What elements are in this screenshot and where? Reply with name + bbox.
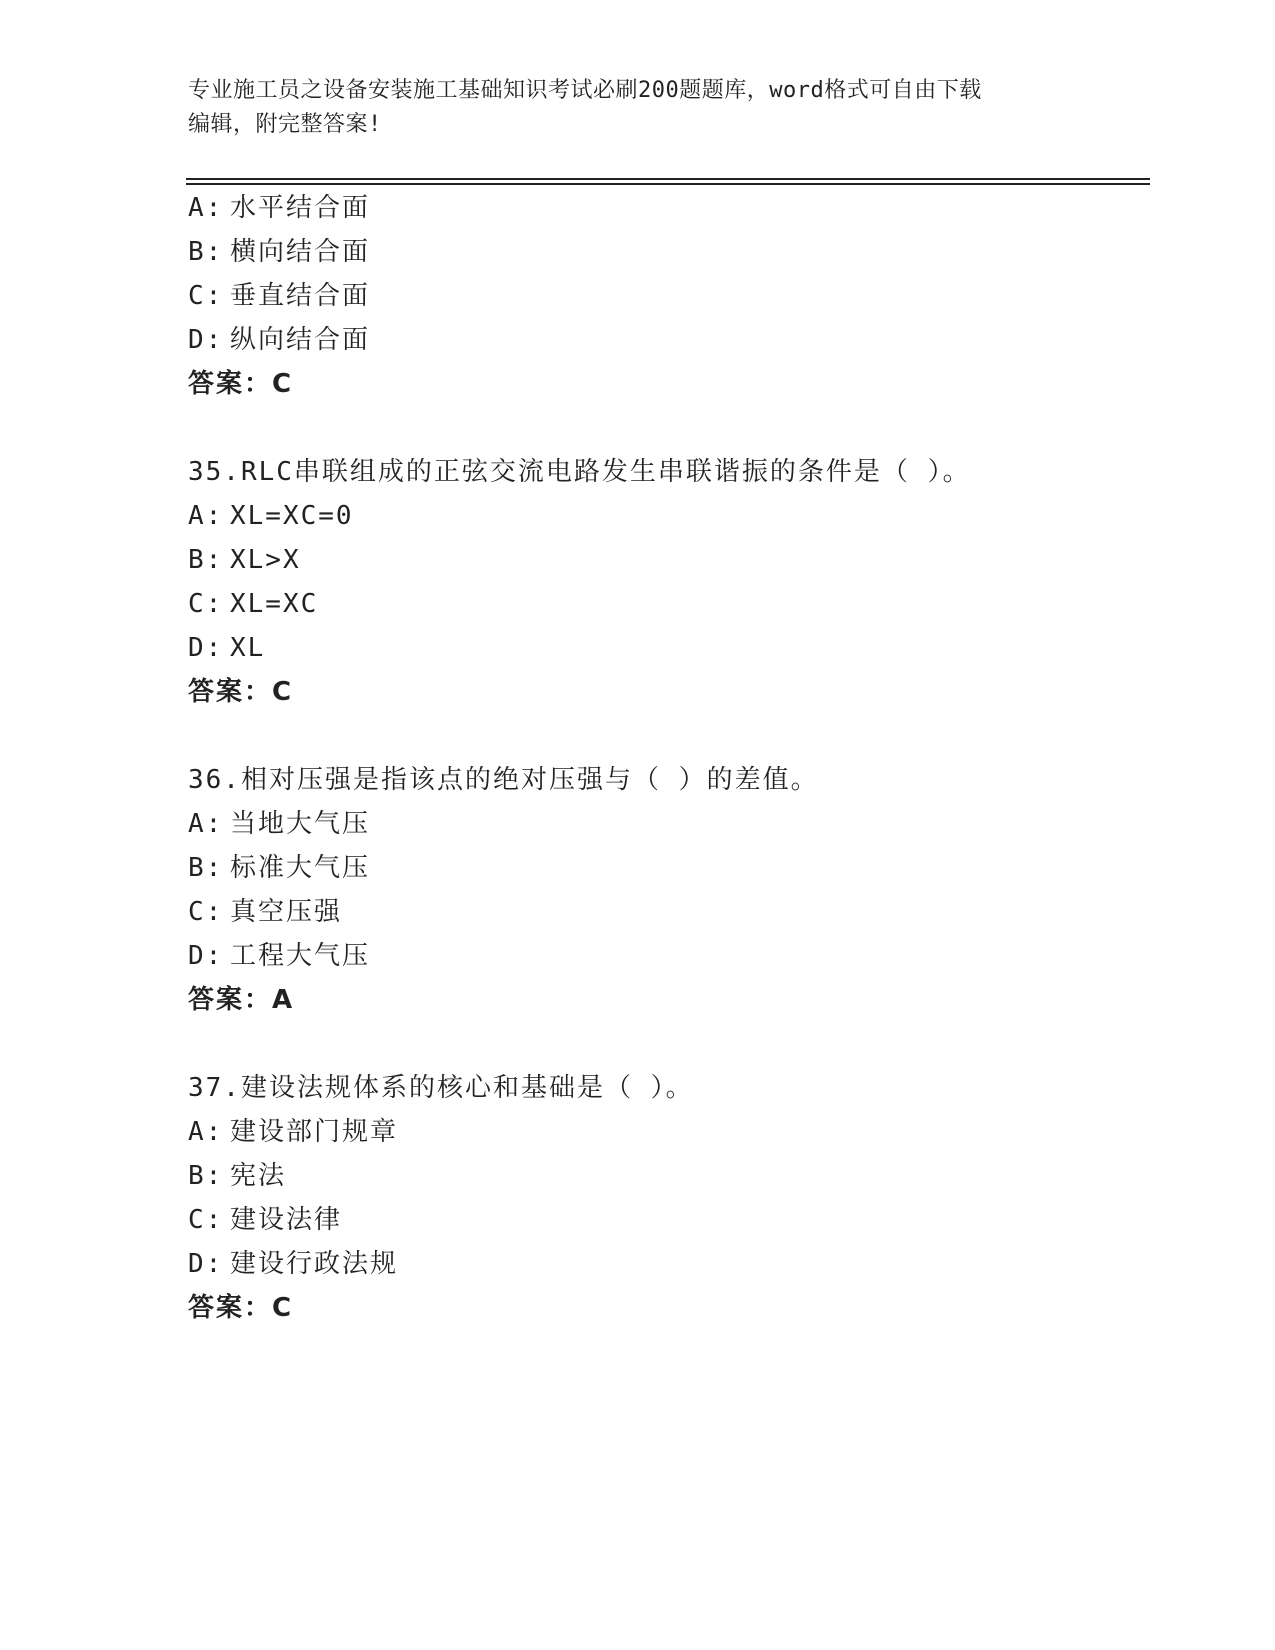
q37-option-d	[188, 1248, 398, 1280]
option-letter: A:	[188, 193, 224, 223]
q36-option-a	[188, 808, 370, 840]
q36-option-b	[188, 852, 370, 884]
header-divider-bottom	[186, 183, 1150, 185]
option-text: 纵向结合面	[230, 325, 371, 355]
option-letter: B:	[188, 853, 224, 883]
q35-question: 35.RLC串联组成的正弦交流电路发生串联谐振的条件是（ ）。	[188, 457, 971, 487]
option-text: 建设部门规章	[230, 1117, 399, 1147]
q36-option-d	[188, 940, 370, 972]
q35-option-b	[188, 544, 301, 576]
option-text: XL=XC=0	[230, 501, 354, 531]
option-letter: B:	[188, 545, 224, 575]
option-letter: B:	[188, 1161, 224, 1191]
option-letter: D:	[188, 941, 224, 971]
q35-option-a	[188, 500, 354, 532]
option-text: XL=XC	[230, 589, 319, 619]
option-letter: D:	[188, 633, 224, 663]
option-letter: A:	[188, 501, 224, 531]
option-text: 宪法	[230, 1161, 287, 1191]
document-header	[188, 74, 1088, 142]
option-text: XL	[230, 633, 266, 663]
option-text: 标准大气压	[230, 853, 371, 883]
option-text: 当地大气压	[230, 809, 371, 839]
option-letter: A:	[188, 809, 224, 839]
option-text: 建设行政法规	[230, 1249, 399, 1279]
q37-option-a	[188, 1116, 398, 1148]
q34-option-b	[188, 236, 370, 268]
header-title-line-2: 编辑，附完整答案!	[188, 112, 382, 137]
option-text: 垂直结合面	[230, 281, 371, 311]
q34-answer: 答案：C	[188, 369, 294, 399]
option-letter: C:	[188, 1205, 224, 1235]
q37-option-c	[188, 1204, 342, 1236]
q35-option-d	[188, 632, 265, 664]
q35-option-c	[188, 588, 318, 620]
option-text: 横向结合面	[230, 237, 371, 267]
option-text: 建设法律	[230, 1205, 343, 1235]
q37-option-b	[188, 1160, 286, 1192]
option-letter: C:	[188, 281, 224, 311]
option-text: 水平结合面	[230, 193, 371, 223]
q37-answer: 答案：C	[188, 1293, 294, 1323]
option-letter: C:	[188, 897, 224, 927]
q34-option-a	[188, 192, 370, 224]
option-text: XL>X	[230, 545, 301, 575]
q34-option-c	[188, 280, 370, 312]
q36-question: 36.相对压强是指该点的绝对压强与（ ）的差值。	[188, 765, 819, 795]
q35-answer: 答案：C	[188, 677, 294, 707]
option-letter: B:	[188, 237, 224, 267]
option-letter: D:	[188, 325, 224, 355]
header-title-line-1: 专业施工员之设备安装施工基础知识考试必刷200题题库，word格式可自由下载	[188, 78, 982, 103]
q36-answer: 答案：A	[188, 985, 295, 1015]
option-text: 工程大气压	[230, 941, 371, 971]
option-letter: C:	[188, 589, 224, 619]
q37-question: 37.建设法规体系的核心和基础是（ ）。	[188, 1073, 694, 1103]
header-divider-top	[186, 178, 1150, 180]
option-text: 真空压强	[230, 897, 343, 927]
option-letter: D:	[188, 1249, 224, 1279]
option-letter: A:	[188, 1117, 224, 1147]
q36-option-c	[188, 896, 342, 928]
q34-option-d	[188, 324, 370, 356]
